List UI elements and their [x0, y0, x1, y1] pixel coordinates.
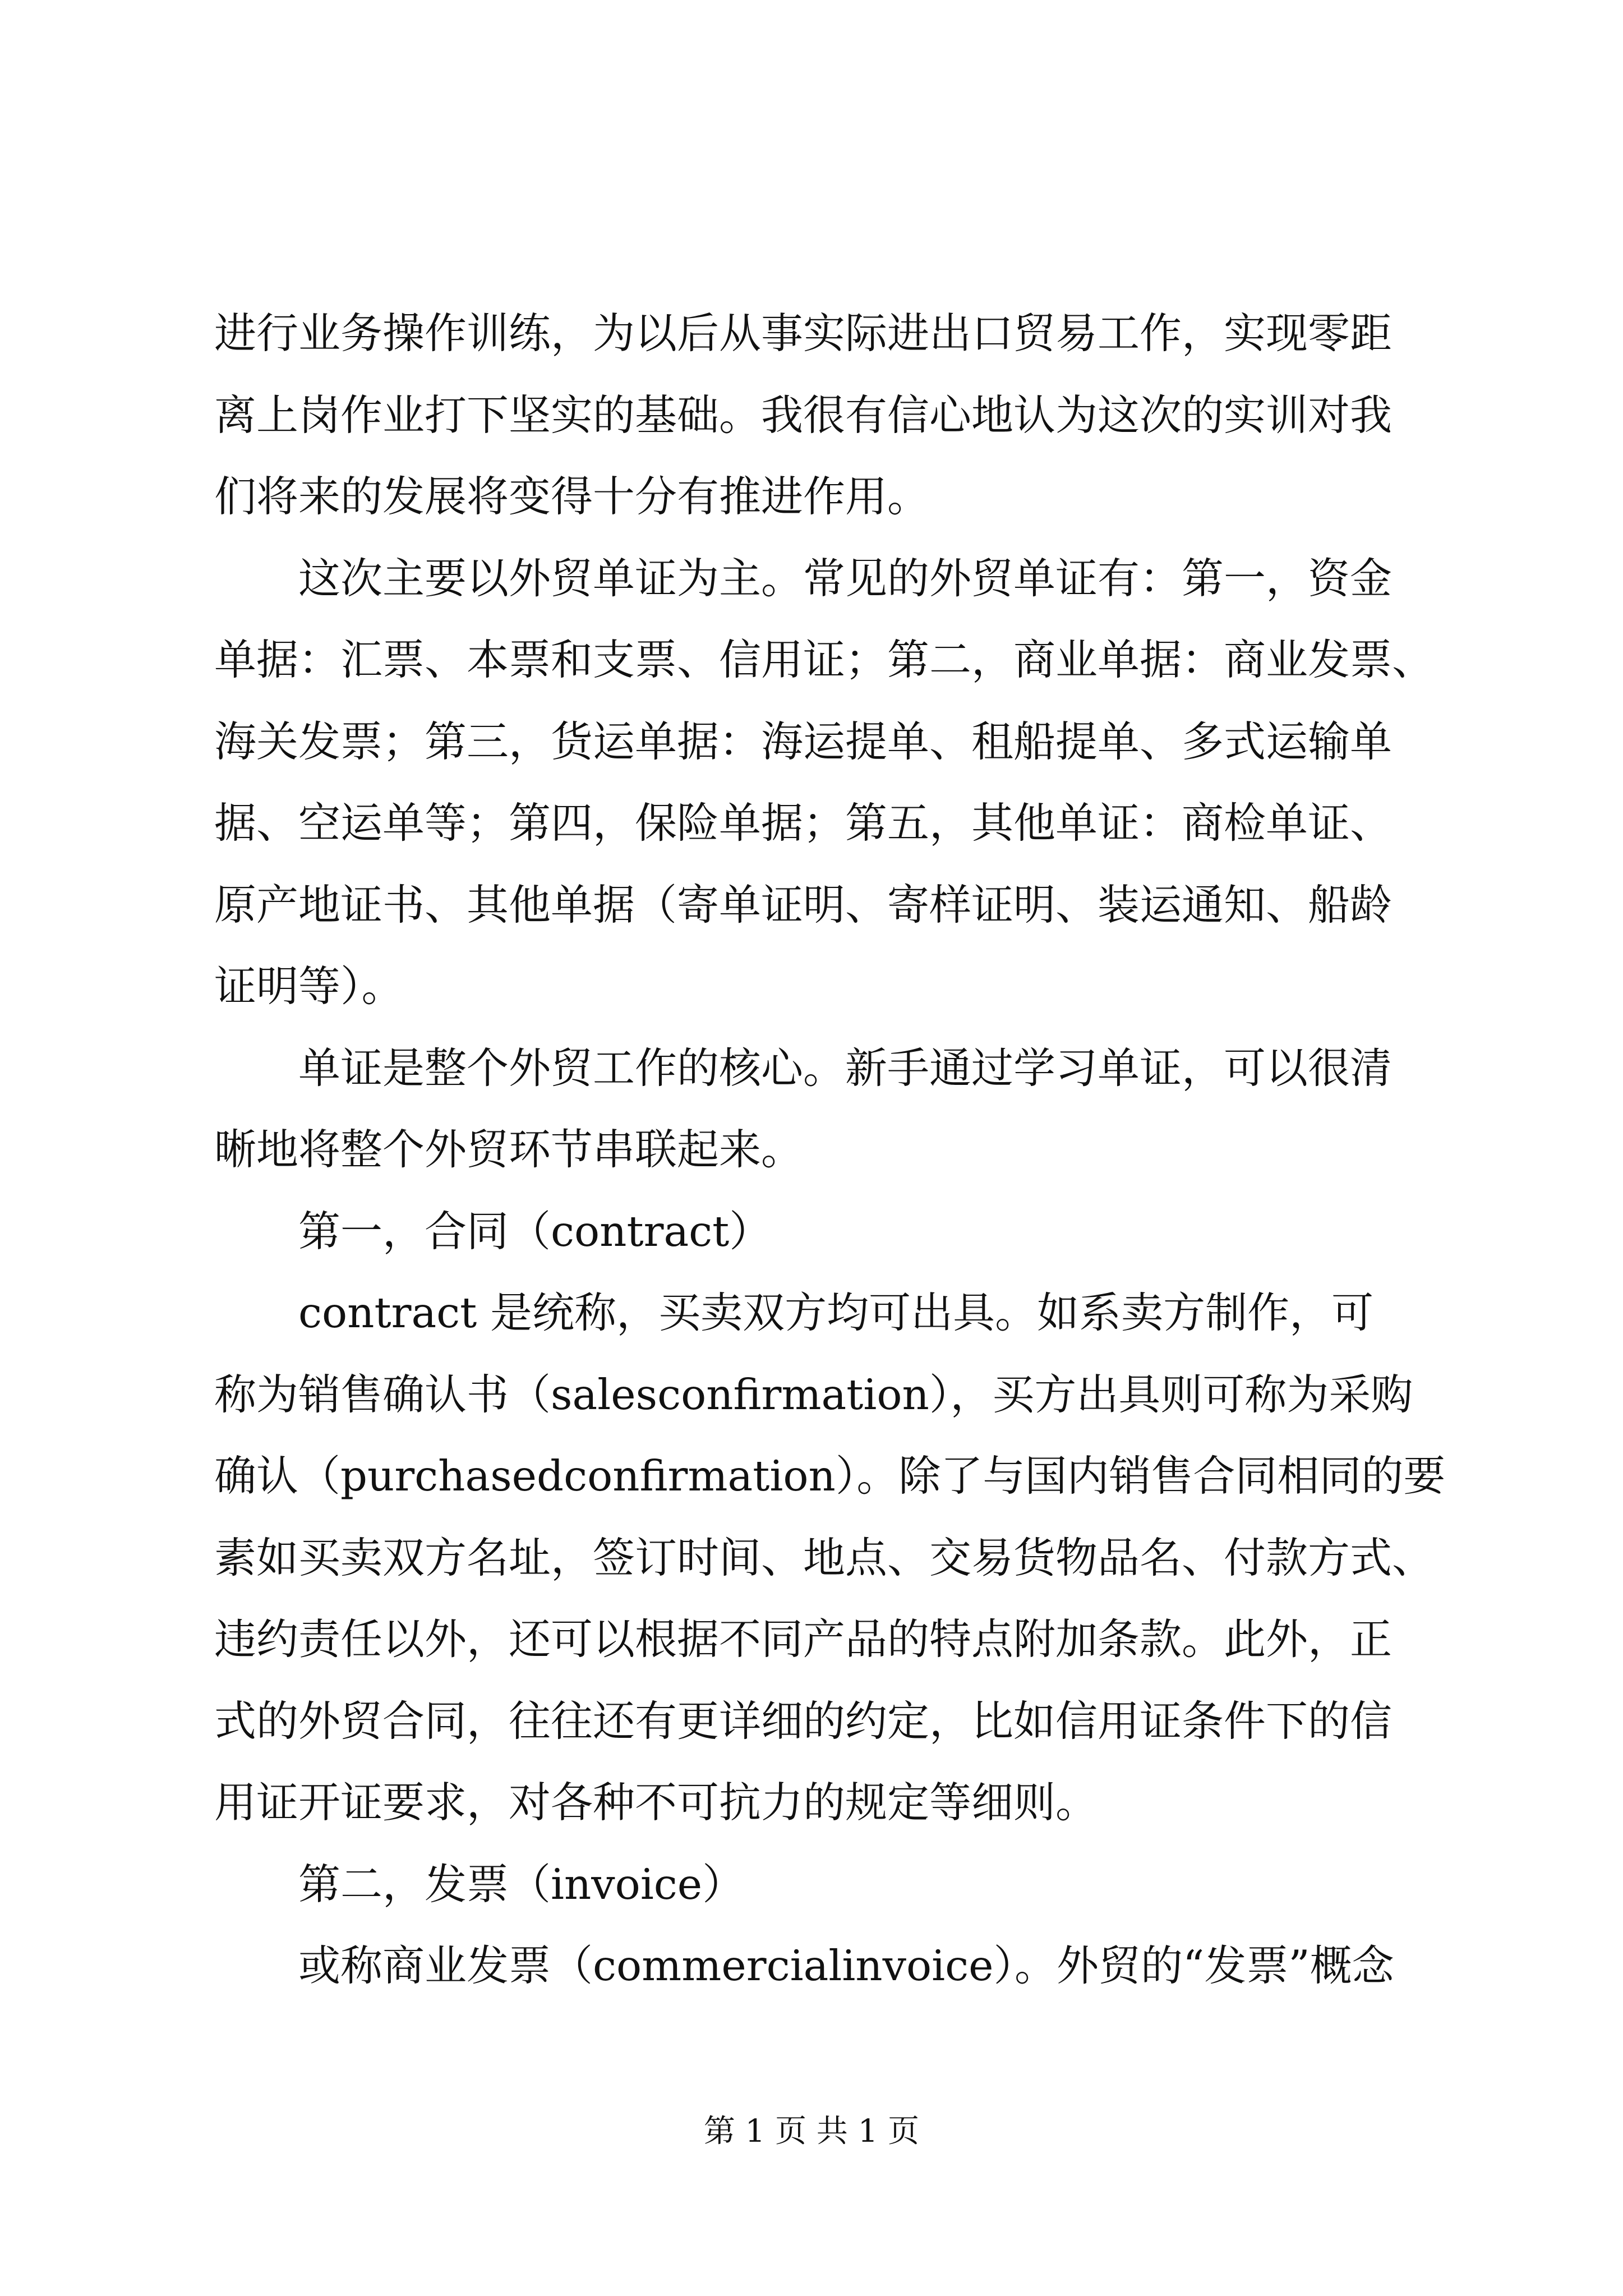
text-line: 晰地将整个外贸环节串联起来。: [214, 1125, 804, 1174]
text-line: 式的外贸合同，往往还有更详细的约定，比如信用证条件下的信: [214, 1696, 1393, 1746]
text-line: 们将来的发展将变得十分有推进作用。: [214, 472, 930, 521]
text-line: contract 是统称，买卖双方均可出具。如系卖方制作，可: [214, 1288, 1374, 1337]
text-line: 这次主要以外贸单证为主。常见的外贸单证有：第一，资金: [214, 553, 1393, 603]
text-line: 单证是整个外贸工作的核心。新手通过学习单证，可以很清: [214, 1043, 1393, 1093]
text-line: 据、空运单等；第四，保险单据；第五，其他单证：商检单证、: [214, 798, 1393, 848]
page-footer: 第 1 页 共 1 页: [703, 2113, 920, 2150]
text-line: 违约责任以外，还可以根据不同产品的特点附加条款。此外，正: [214, 1614, 1393, 1664]
text-line: 海关发票；第三，货运单据：海运提单、租船提单、多式运输单: [214, 716, 1393, 766]
document-body: [214, 293, 1446, 2007]
text-line: 离上岗作业打下坚实的基础。我很有信心地认为这次的实训对我: [214, 390, 1393, 440]
text-line: 证明等）。: [214, 961, 404, 1011]
text-line: 单据：汇票、本票和支票、信用证；第二，商业单据：商业发票、: [214, 635, 1435, 684]
text-line: 确认（purchasedconfirmation）。除了与国内销售合同相同的要: [214, 1451, 1446, 1501]
section-heading-invoice: 第二，发票（invoice）: [214, 1859, 745, 1909]
text-line: 进行业务操作训练，为以后从事实际进出口贸易工作，实现零距: [214, 309, 1393, 358]
text-line: 或称商业发票（commercialinvoice）。外贸的“发票”概念: [214, 1941, 1394, 1990]
text-line: 称为销售确认书（salesconfirmation），买方出具则可称为采购: [214, 1369, 1413, 1419]
text-line: 素如买卖双方名址，签订时间、地点、交易货物品名、付款方式、: [214, 1533, 1435, 1582]
section-heading-contract: 第一，合同（contract）: [214, 1206, 772, 1256]
text-line: 原产地证书、其他单据（寄单证明、寄样证明、装运通知、船龄: [214, 880, 1393, 930]
text-line: 用证开证要求，对各种不可抗力的规定等细则。: [214, 1778, 1098, 1827]
